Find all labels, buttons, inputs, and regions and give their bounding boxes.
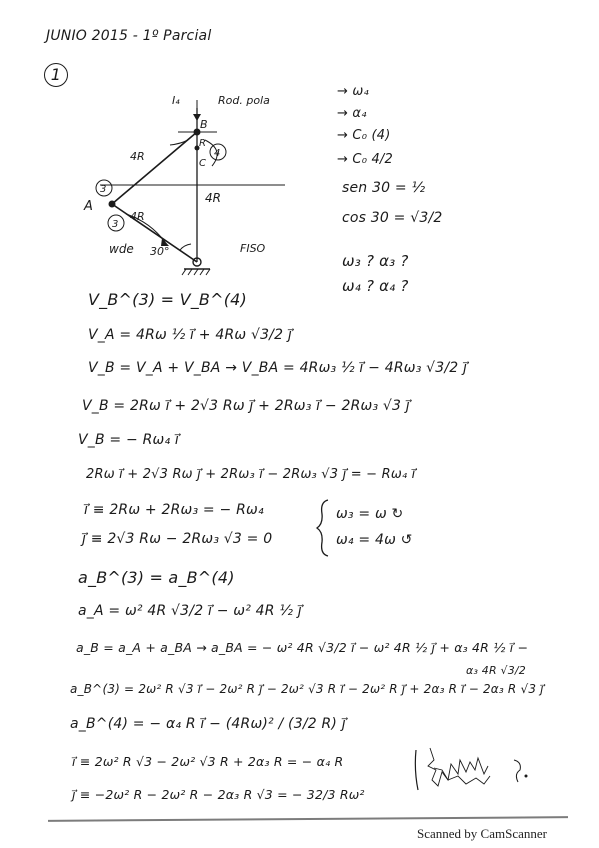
side-note-1: → ω₄: [337, 84, 369, 99]
eq-aa: a_A = ω² 4R √3/2 i⃗ − ω² 4R ½ j⃗: [78, 603, 302, 619]
unknowns-3: ω₃ ? α₃ ?: [342, 252, 409, 270]
fiso-label: FISO: [240, 242, 266, 255]
eq-va: V_A = 4Rω ½ i⃗ + 4Rω √3/2 j⃗: [88, 327, 292, 343]
eq-ab3-expanded: a_B^(3) = 2ω² R √3 i⃗ − 2ω² R j⃗ − 2ω² √3 R i⃗ − 2ω² R j⃗ + 2α₃ R i⃗ − 2α₃ R √3 j⃗: [70, 682, 544, 696]
scanner-watermark: Scanned by CamScanner: [417, 826, 547, 841]
ir-label: I₄: [172, 94, 180, 107]
eq-vb-equality: V_B^(3) = V_B^(4): [88, 290, 247, 309]
eq-vb-equate: 2Rω i⃗ + 2√3 Rω j⃗ + 2Rω₃ i⃗ − 2Rω₃ √3 j⃗ = − Rω₄ i⃗: [86, 467, 416, 482]
angle-arc-30: [180, 244, 191, 250]
solution-omega4: ω₄ = 4ω ↺: [336, 532, 413, 548]
link-3-top-label: 3: [100, 184, 107, 195]
side-note-3: → C₀ (4): [337, 128, 391, 143]
angle-30-label: 30°: [150, 245, 170, 258]
eq-vb-sum: V_B = V_A + V_BA → V_BA = 4Rω₃ ½ i⃗ − 4Rω₃ √3/2 j⃗: [88, 360, 468, 376]
len-4r-bottom: 4R: [130, 210, 145, 223]
point-a-label: A: [84, 199, 93, 214]
exam-title: JUNIO 2015 - 1º Parcial: [46, 28, 212, 44]
eq-acc-j: j⃗ ≡ −2ω² R − 2ω² R − 2α₃ R √3 = − 32/3 Rω²: [72, 787, 365, 802]
eq-j-component: j⃗ ≡ 2√3 Rω − 2Rω₃ √3 = 0: [82, 531, 273, 547]
problem-number: 1: [44, 63, 68, 87]
omega-de-label: wde: [109, 242, 134, 256]
cos30-note: cos 30 = √3/2: [342, 210, 443, 226]
eq-ab4: a_B^(4) = − α₄ R i⃗ − (4Rω)² / (3/2 R) j⃗: [70, 716, 346, 732]
unknowns-4: ω₄ ? α₄ ?: [342, 277, 409, 295]
point-c-label: C: [199, 158, 206, 169]
illegible-scribble: [410, 740, 540, 800]
solution-brace: [314, 498, 334, 558]
mechanism-diagram: [0, 0, 599, 300]
joint-a: [109, 201, 116, 208]
eq-vb-expanded: V_B = 2Rω i⃗ + 2√3 Rω j⃗ + 2Rω₃ i⃗ − 2Rω₃ √3 j⃗: [82, 398, 410, 414]
solution-omega3: ω₃ = ω ↻: [336, 506, 404, 522]
eq-ab-sum: a_B = a_A + a_BA → a_BA = − ω² 4R √3/2 i⃗ − ω² 4R ½ j⃗ + α₃ 4R ½ i⃗ −: [76, 640, 529, 655]
link-4-label: 4: [214, 148, 221, 159]
eq-ab-equality: a_B^(3) = a_B^(4): [78, 568, 235, 587]
eq-i-component: i⃗ ≡ 2Rω + 2Rω₃ = − Rω₄: [84, 502, 264, 518]
side-note-4: → C₀ 4/2: [337, 152, 393, 167]
eq-alpha3-note: α₃ 4R √3/2: [466, 664, 527, 677]
eq-vb-link4: V_B = − Rω₄ i⃗: [78, 432, 179, 448]
rod-label: Rod. pola: [218, 94, 270, 107]
point-b-label: B: [200, 118, 208, 131]
len-4r-right: 4R: [205, 191, 221, 205]
bottom-rule: [48, 816, 568, 822]
sen30-note: sen 30 = ½: [342, 180, 426, 196]
eq-acc-i: i⃗ ≡ 2ω² R √3 − 2ω² √3 R + 2α₃ R = − α₄ R: [72, 754, 344, 769]
len-4r-top: 4R: [130, 150, 145, 163]
point-r-label: R: [199, 138, 206, 149]
side-note-2: → α₄: [337, 106, 367, 121]
link-3-bottom-label: 3: [112, 219, 119, 230]
link-ab: [112, 132, 197, 204]
